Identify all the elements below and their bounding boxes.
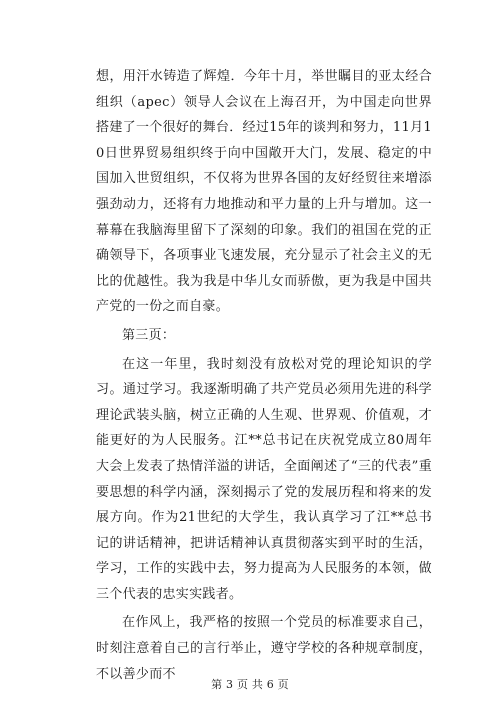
paragraph-work-style: 在作风上，我严格的按照一个党员的标准要求自己，时刻注意着自己的言行举止，遵守学校的各种规章制度，不以善少而不 [96, 615, 432, 682]
paragraph-continuation: 想，用汗水铸造了辉煌．今年十月，举世瞩目的亚太经合组织（apec）领导人会议在上海召开，为中国走向世界搭建了一个很好的舞台．经过15年的谈判和努力，11月10日世界贸易组织终于向中国敞开大门，发展、稳定的中国加入世贸组织，不仅将为世界各国的友好经贸往来增添强劲动力，还将有力地推动和平力量的上升与增加。这一幕幕在我脑海里留下了深刻的印象。我们的祖国在党的正确领导下，各项事业飞速发展，充分显示了社会主义的无比的优越性。我为我是中华儿女而骄傲，更为我是中国共产党的一份之而自豪。 [96, 69, 432, 315]
page-footer: 第 3 页 共 6 页 [211, 678, 289, 691]
paragraph-theory-study: 在这一年里，我时刻没有放松对党的理论知识的学习。通过学习。我逐渐明确了共产党员必须用先进的科学理论武装头脑，树立正确的人生观、世界观、价值观，才能更好的为人民服务。江**总书记在庆祝党成立80周年大会上发表了热情洋溢的讲话，全面阐述了“三的代表”重要思想的科学内涵，深刻揭示了党的发展历程和将来的发展方向。作为21世纪的大学生，我认真学习了江**总书记的讲话精神，把讲话精神认真贯彻落实到平时的生活，学习，工作的实践中去，努力提高为人民服务的本领，做三个代表的忠实实践者。 [96, 356, 432, 602]
section-heading: 第三页： [122, 327, 176, 343]
document-body [96, 64, 432, 690]
